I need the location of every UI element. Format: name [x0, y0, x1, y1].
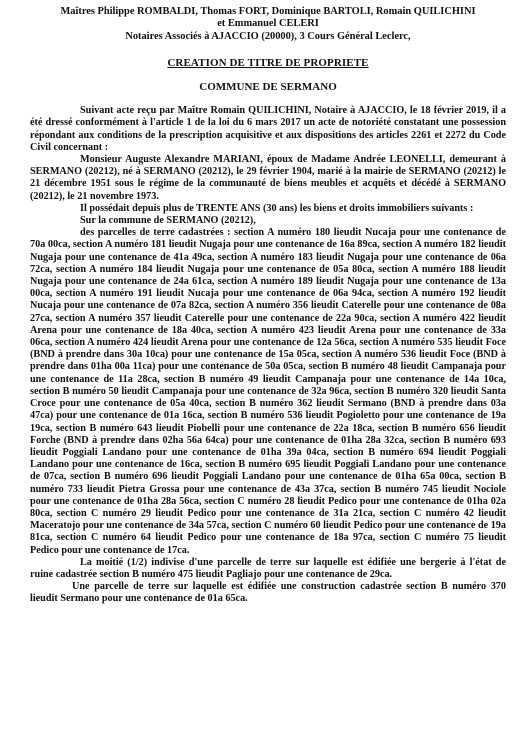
- intro-paragraph: Suivant acte reçu par Maître Romain QUILICHINI, Notaire à AJACCIO, le 18 février 2019, il a été dressé conformément à l'article 1 de la loi du 6 mars 2017 un acte de notoriété constatant une possession répondant aux conditions de la prescription acquisitive et aux dispositions des articles 2261 et 2272 du Code Civil concernant :: [30, 105, 506, 153]
- document-title: CREATION DE TITRE DE PROPRIETE: [167, 57, 369, 70]
- half-parcel-paragraph: La moitié (1/2) indivise d'une parcelle de terre sur laquelle est édifiée une bergerie à l'état de ruine cadastrée section B numéro 475 lieudit Pagliajo pour une contenance de 29ca.: [30, 556, 506, 580]
- construction-paragraph: Une parcelle de terre sur laquelle est édifiée une construction cadastrée section B numéro 370 lieudit Sermano pour une contenance de 01a 65ca.: [30, 581, 506, 605]
- document-body: [30, 105, 506, 605]
- notary-names: Maîtres Philippe ROMBALDI, Thomas FORT, Dominique BARTOLI, Romain QUILICHINI: [60, 6, 476, 17]
- commune-paragraph: Sur la commune de SERMANO (20212),: [80, 215, 256, 227]
- notary-names-cont: et Emmanuel CELERI: [217, 18, 319, 30]
- notary-header: [30, 6, 506, 43]
- notary-address: Notaires Associés à AJACCIO (20000), 3 Cours Général Leclerc,: [125, 30, 411, 42]
- owner-paragraph: Monsieur Auguste Alexandre MARIANI, époux de Madame Andrée LEONELLI, demeurant à SERMANO (20212), né à SERMANO (20212), le 29 février 1904, marié à la mairie de SERMANO (20212) le 21 décembre 1951 sous le régime de la communauté de biens meubles et acquêts et décédé à SERMANO (20212), le 21 novembre 1973.: [30, 154, 506, 202]
- possession-paragraph: Il possédait depuis plus de TRENTE ANS (30 ans) les biens et droits immobiliers suivants :: [80, 202, 474, 214]
- document-subtitle: COMMUNE DE SERMANO: [199, 81, 337, 94]
- parcels-paragraph: des parcelles de terre cadastrées : section A numéro 180 lieudit Nucaja pour une contenance de 70a 00ca, section A numéro 181 lieudit Nugaja pour une contenance de 16a 89ca, section A numéro 182 lieudit Nugaja pour une contenance de 41a 49ca, section A numéro 183 lieudit Nugaja pour une contenance de 06a 72ca, section A numéro 184 lieudit Nugaja pour une contenance de 05a 80ca, section A numéro 188 lieudit Nugaja pour une contenance de 24a 61ca, section A numéro 189 lieudit Nugaja pour une contenance de 13a 00ca, section A numéro 191 lieudit Nucaja pour une contenance de 06a 94ca, section A numéro 192 lieudit Nucaja pour une contenance de 07a 82ca, section A numéro 356 lieudit Caterelle pour une contenance de 08a 27ca, section A numéro 357 lieudit Caterelle pour une contenance de 22a 90ca, section A numéro 422 lieudit Arena pour une contenance de 18a 40ca, section A numéro 423 lieudit Arena pour une contenance de 33a 06ca, section A numéro 424 lieudit Arena pour une contenance de 12a 56ca, section A numéro 535 lieudit Foce (BND à prendre dans 30a 10ca) pour une contenance de 15a 05ca, section A numéro 536 lieudit Foce (BND à prendre dans 01ha 00a 11ca) pour une contenance de 50a 05ca, section B numéro 48 lieudit Campanaja pour une contenance de 11a 28ca, section B numéro 49 lieudit Campanaja pour une contenance de 14a 10ca, section B numéro 50 lieudit Campanaja pour une contenance de 32a 96ca, section B numéro 320 lieudit Santa Croce pour une contenance de 05a 40ca, section B numéro 362 lieudit Sermano (BND à prendre dans 03a 47ca) pour une contenance de 01a 16ca, section B numéro 536 lieudit Pogioletto pour une contenance de 19a 19ca, section B numéro 643 lieudit Piobelli pour une contenance de 22a 18ca, section B numéro 656 lieudit Forche (BND à prendre dans 02ha 56a 64ca) pour une contenance de 01ha 28a 32ca, section B numéro 693 lieudit Poggiali Landano pour une contenance de 01ha 39a 04ca, section B numéro 694 lieudit Poggiali Landano pour une contenance de 16ca, section B numéro 695 lieudit Poggiali Landano pour une contenance de 07ca, section B numéro 696 lieudit Poggiali Landano pour une contenance de 01ha 65a 00ca, section B numéro 733 lieudit Pietra Grossa pour une contenance de 43a 37ca, section B numéro 745 lieudit Nociole pour une contenance de 01ha 28a 56ca, section C numéro 28 lieudit Pedico pour une contenance de 01ha 02a 80ca, section C numéro 29 lieudit Pedico pour une contenance de 31a 21ca, section C numéro 42 lieudit Maceratojo pour une contenance de 34a 57ca, section C numéro 60 lieudit Pedico pour une contenance de 19a 81ca, section C numéro 64 lieudit Pedico pour une contenance de 18a 97ca, section C numéro 75 lieudit Pedico pour une contenance de 17ca.: [30, 227, 506, 556]
